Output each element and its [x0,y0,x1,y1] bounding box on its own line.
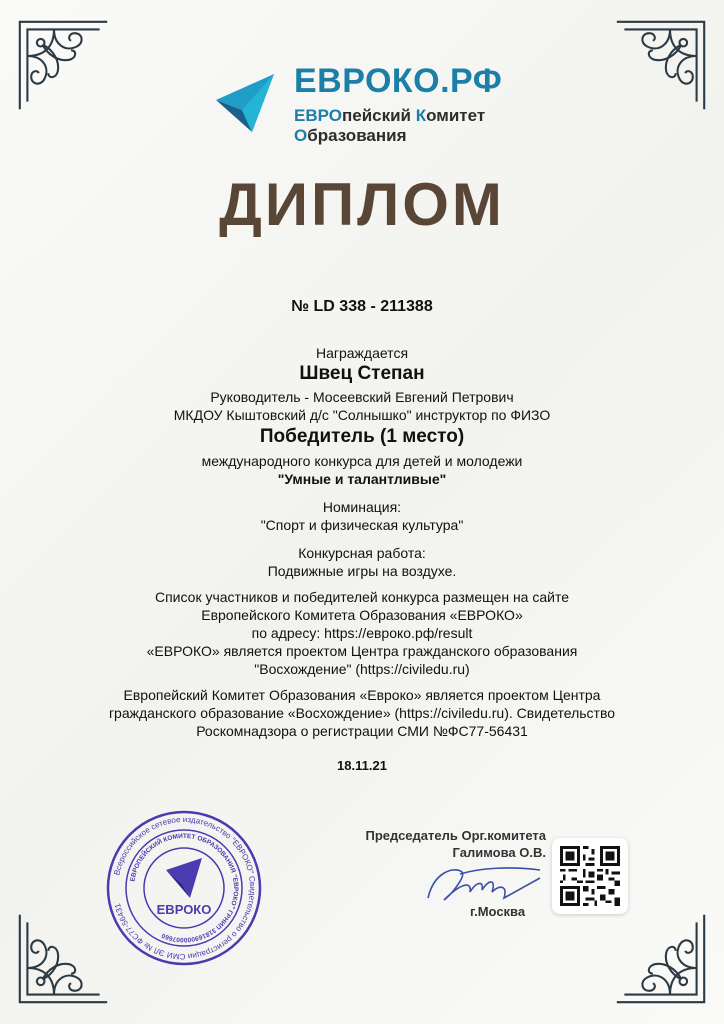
logo-subtitle-line-1: ЕВРОпейский Комитет [294,106,486,125]
chairperson-block [326,828,546,860]
legal-line: Роскомнадзора о регистрации СМИ №ФС77-56431 [196,723,528,739]
award-place: Победитель (1 место) [259,426,465,447]
nomination-label: Номинация: [322,499,402,515]
work-value: Подвижные игры на воздухе. [267,563,457,579]
work-label: Конкурсная работа: [298,545,426,561]
info-line: Европейского Комитета Образования «ЕВРОКО» [201,607,523,623]
issue-date: 18.11.21 [337,758,387,773]
diploma-body [90,298,634,773]
contest-name: "Умные и талантливые" [277,471,447,487]
city-label: г.Москва [470,904,526,919]
logo-brand-text: ЕВРОКО.РФ [294,62,503,100]
organization-stamp [104,808,264,968]
stamp-center-text: ЕВРОКО [156,902,212,917]
diploma-title: ДИПЛОМ [219,171,505,238]
legal-line: гражданского образование «Восхождение» (https://civiledu.ru). Свидетельство [108,705,616,721]
info-line: по адресу: https://евроко.рф/result [251,625,473,641]
info-line: «ЕВРОКО» является проектом Центра гражданского образования [146,643,578,659]
legal-line: Европейский Комитет Образования «Евроко» является проектом Центра [123,687,601,703]
svg-text:Всероссийское сетевое издатель: Всероссийское сетевое издательство "ЕВРОКО" Свидетельство о регистрации СМИ ЭЛ № ФС77-56431 [112,814,258,962]
corner-ornament-top-left [16,18,111,113]
corner-ornament-bottom-left [16,911,111,1006]
evroko-logo-icon [212,70,278,136]
diploma-number: № LD 338 - 211388 [291,298,433,315]
nomination-value: "Спорт и физическая культура" [260,517,464,533]
svg-text:ЕВРОПЕЙСКИЙ КОМИТЕТ ОБРАЗОВАНИ: ЕВРОПЕЙСКИЙ КОМИТЕТ ОБРАЗОВАНИЯ "ЕВРОКО" ГРНИП 318169000007660 [129,832,240,944]
awarded-label: Награждается [315,345,409,361]
chairperson-title: Председатель Орг.комитета [365,828,546,843]
chairperson-name: Галимова О.В. [452,845,546,860]
qr-code[interactable] [552,838,628,914]
handwritten-signature [420,858,550,908]
organization-line: МКДОУ Кыштовский д/с "Солнышко" инструктор по ФИЗО [173,407,551,423]
corner-ornament-top-right [613,18,708,113]
contest-line: международного конкурса для детей и молодежи [201,453,523,469]
recipient-name: Швец Степан [299,363,425,384]
evroko-logo [212,62,522,145]
corner-ornament-bottom-right [613,911,708,1006]
logo-subtitle-line-2: Образования [294,126,407,145]
supervisor-line: Руководитель - Мосеевский Евгений Петрович [210,389,514,405]
info-line: "Восхождение" (https://civiledu.ru) [254,661,470,677]
info-line: Список участников и победителей конкурса размещен на сайте [154,589,569,605]
